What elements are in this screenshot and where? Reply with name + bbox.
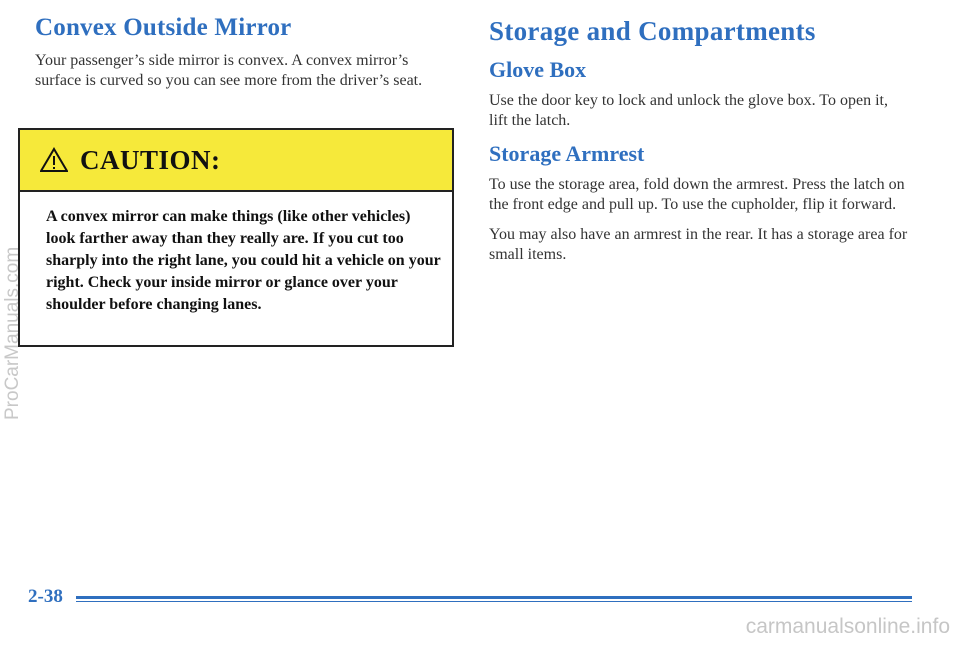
page-footer	[28, 586, 912, 606]
heading-storage-armrest: Storage Armrest	[489, 141, 645, 166]
page-number: 2-38	[28, 586, 63, 607]
heading-glove-box: Glove Box	[489, 57, 587, 82]
armrest-paragraph-2: You may also have an armrest in the rear. It has a storage area for small items.	[489, 226, 908, 263]
side-watermark: ProCarManuals.com	[2, 246, 23, 420]
caution-title: CAUTION:	[80, 144, 221, 175]
heading-convex-mirror: Convex Outside Mirror	[35, 14, 292, 41]
right-column	[489, 14, 909, 275]
caution-header	[20, 130, 452, 192]
footer-rule-thin	[76, 601, 912, 602]
convex-mirror-paragraph: Your passenger’s side mirror is convex. A convex mirror’s surface is curved so you can see more from the driver’s seat.	[35, 52, 423, 89]
left-column	[35, 14, 455, 101]
bottom-watermark: carmanualsonline.info	[745, 615, 950, 638]
caution-text: A convex mirror can make things (like other vehicles) look farther away than they really are. If you cut too sharply into the right lane, you could hit a vehicle on your right. Check your inside mirror or glance over your shoulder before changing lanes.	[46, 208, 441, 313]
warning-triangle-icon	[40, 147, 68, 173]
footer-rule	[76, 596, 912, 599]
armrest-paragraph-1: To use the storage area, fold down the armrest. Press the latch on the front edge and pull up. To use the cupholder, flip it forward.	[489, 176, 905, 213]
heading-storage-compartments: Storage and Compartments	[489, 16, 816, 46]
caution-box	[18, 128, 454, 347]
glove-box-paragraph: Use the door key to lock and unlock the glove box. To open it, lift the latch.	[489, 92, 888, 129]
